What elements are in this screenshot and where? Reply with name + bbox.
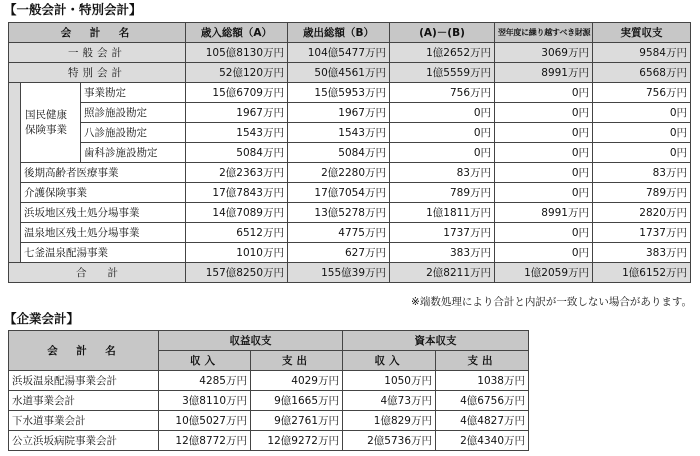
row-balance: 1億1811万円 — [390, 203, 495, 223]
header-capital-group: 資本収支 — [343, 331, 529, 351]
row-profit-expense: 4029万円 — [251, 371, 343, 391]
general-section-title: 【一般会計・特別会計】 — [4, 2, 142, 17]
table-row — [9, 103, 691, 123]
row-balance: 0円 — [390, 143, 495, 163]
table-row — [9, 143, 691, 163]
tokubetsu-expenditure: 50億4561万円 — [288, 63, 390, 83]
row-expenditure: 4775万円 — [288, 223, 390, 243]
row-expenditure: 1967万円 — [288, 103, 390, 123]
row-revenue: 1967万円 — [186, 103, 288, 123]
header-expenditure: 歳出総額（B） — [288, 23, 390, 43]
row-profit-income: 12億8772万円 — [159, 431, 251, 451]
table-row — [9, 431, 529, 451]
enterprise-accounts-table — [8, 330, 529, 451]
row-carryover: 0円 — [495, 163, 593, 183]
tokubetsu-net: 6568万円 — [593, 63, 691, 83]
table-row — [9, 83, 691, 103]
row-revenue: 15億6709万円 — [186, 83, 288, 103]
tokubetsu-revenue: 52億120万円 — [186, 63, 288, 83]
row-balance: 383万円 — [390, 243, 495, 263]
header-net: 実質収支 — [593, 23, 691, 43]
row-revenue: 14億7089万円 — [186, 203, 288, 223]
enterprise-header-name: 会 計 名 — [9, 331, 159, 371]
row-profit-income: 3億8110万円 — [159, 391, 251, 411]
row-net: 83万円 — [593, 163, 691, 183]
header-capital-income: 収入 — [343, 351, 436, 371]
total-expenditure: 155億39万円 — [288, 263, 390, 283]
row-name: 七釜温泉配湯事業 — [21, 243, 186, 263]
row-name: 浜坂地区残土処分場事業 — [21, 203, 186, 223]
table-row — [9, 411, 529, 431]
row-capital-expense: 4億4827万円 — [436, 411, 529, 431]
row-net: 756万円 — [593, 83, 691, 103]
row-expenditure: 2億2280万円 — [288, 163, 390, 183]
row-carryover: 0円 — [495, 103, 593, 123]
row-name: 照診施設勘定 — [81, 103, 186, 123]
header-profit-group: 収益収支 — [159, 331, 343, 351]
total-balance: 2億8211万円 — [390, 263, 495, 283]
total-name: 合 計 — [9, 263, 186, 283]
row-name: 公立浜坂病院事業会計 — [9, 431, 159, 451]
table-row — [9, 203, 691, 223]
row-expenditure: 5084万円 — [288, 143, 390, 163]
header-profit-income: 収入 — [159, 351, 251, 371]
row-net: 0円 — [593, 143, 691, 163]
row-capital-income: 1050万円 — [343, 371, 436, 391]
special-indent-column — [9, 83, 21, 263]
header-balance: (A)－(B) — [390, 23, 495, 43]
row-name: 歯科診施設勘定 — [81, 143, 186, 163]
row-profit-expense: 9億2761万円 — [251, 411, 343, 431]
ippan-expenditure: 104億5477万円 — [288, 43, 390, 63]
row-expenditure: 627万円 — [288, 243, 390, 263]
header-revenue: 歳入総額（A） — [186, 23, 288, 43]
enterprise-header-row — [9, 331, 529, 351]
general-header-row — [9, 23, 691, 43]
row-balance: 0円 — [390, 103, 495, 123]
total-net: 1億6152万円 — [593, 263, 691, 283]
enterprise-section-title: 【企業会計】 — [4, 311, 80, 326]
row-name: 八診施設勘定 — [81, 123, 186, 143]
row-name: 後期高齢者医療事業 — [21, 163, 186, 183]
header-capital-expense: 支出 — [436, 351, 529, 371]
row-revenue: 5084万円 — [186, 143, 288, 163]
row-revenue: 6512万円 — [186, 223, 288, 243]
row-name: 浜坂温泉配湯事業会計 — [9, 371, 159, 391]
row-profit-income: 10億5027万円 — [159, 411, 251, 431]
general-accounts-table — [8, 22, 691, 283]
table-row — [9, 243, 691, 263]
row-revenue: 1010万円 — [186, 243, 288, 263]
ippan-balance: 1億2652万円 — [390, 43, 495, 63]
row-capital-income: 1億829万円 — [343, 411, 436, 431]
row-revenue: 2億2363万円 — [186, 163, 288, 183]
row-capital-expense: 1038万円 — [436, 371, 529, 391]
total-row — [9, 263, 691, 283]
row-carryover: 0円 — [495, 183, 593, 203]
row-carryover: 8991万円 — [495, 203, 593, 223]
row-capital-expense: 2億4340万円 — [436, 431, 529, 451]
ippan-name: 一般会計 — [9, 43, 186, 63]
row-net: 0円 — [593, 103, 691, 123]
header-carryover: 翌年度に繰り越すべき財源 — [495, 23, 593, 43]
row-carryover: 0円 — [495, 243, 593, 263]
row-net: 0円 — [593, 123, 691, 143]
tokubetsu-name: 特別会計 — [9, 63, 186, 83]
ippan-net: 9584万円 — [593, 43, 691, 63]
table-row — [9, 391, 529, 411]
row-capital-income: 2億5736万円 — [343, 431, 436, 451]
row-balance: 0円 — [390, 123, 495, 143]
table-row — [9, 163, 691, 183]
row-carryover: 0円 — [495, 143, 593, 163]
row-expenditure: 1543万円 — [288, 123, 390, 143]
row-revenue: 17億7843万円 — [186, 183, 288, 203]
row-balance: 83万円 — [390, 163, 495, 183]
table-row — [9, 183, 691, 203]
total-revenue: 157億8250万円 — [186, 263, 288, 283]
row-expenditure: 17億7054万円 — [288, 183, 390, 203]
tokubetsu-balance: 1億5559万円 — [390, 63, 495, 83]
row-expenditure: 15億5953万円 — [288, 83, 390, 103]
header-account-name: 会 計 名 — [9, 23, 186, 43]
table-row — [9, 123, 691, 143]
row-profit-expense: 12億9272万円 — [251, 431, 343, 451]
kokumin-group-label: 国民健康保険事業 — [21, 83, 81, 163]
row-balance: 789万円 — [390, 183, 495, 203]
row-net: 2820万円 — [593, 203, 691, 223]
table-row — [9, 371, 529, 391]
row-balance: 756万円 — [390, 83, 495, 103]
row-name: 水道事業会計 — [9, 391, 159, 411]
row-expenditure: 13億5278万円 — [288, 203, 390, 223]
table-row — [9, 223, 691, 243]
tokubetsu-row — [9, 63, 691, 83]
row-profit-expense: 9億1665万円 — [251, 391, 343, 411]
row-revenue: 1543万円 — [186, 123, 288, 143]
rounding-note: ※端数処理により合計と内訳が一致しない場合があります。 — [411, 296, 692, 308]
row-carryover: 0円 — [495, 223, 593, 243]
header-profit-expense: 支出 — [251, 351, 343, 371]
row-name: 介護保険事業 — [21, 183, 186, 203]
total-carryover: 1億2059万円 — [495, 263, 593, 283]
row-capital-expense: 4億6756万円 — [436, 391, 529, 411]
row-name: 下水道事業会計 — [9, 411, 159, 431]
row-capital-income: 4億73万円 — [343, 391, 436, 411]
row-name: 事業勘定 — [81, 83, 186, 103]
ippan-row — [9, 43, 691, 63]
row-net: 383万円 — [593, 243, 691, 263]
ippan-carryover: 3069万円 — [495, 43, 593, 63]
row-name: 温泉地区残土処分場事業 — [21, 223, 186, 243]
row-carryover: 0円 — [495, 123, 593, 143]
row-net: 1737万円 — [593, 223, 691, 243]
row-balance: 1737万円 — [390, 223, 495, 243]
tokubetsu-carryover: 8991万円 — [495, 63, 593, 83]
row-net: 789万円 — [593, 183, 691, 203]
ippan-revenue: 105億8130万円 — [186, 43, 288, 63]
row-profit-income: 4285万円 — [159, 371, 251, 391]
row-carryover: 0円 — [495, 83, 593, 103]
